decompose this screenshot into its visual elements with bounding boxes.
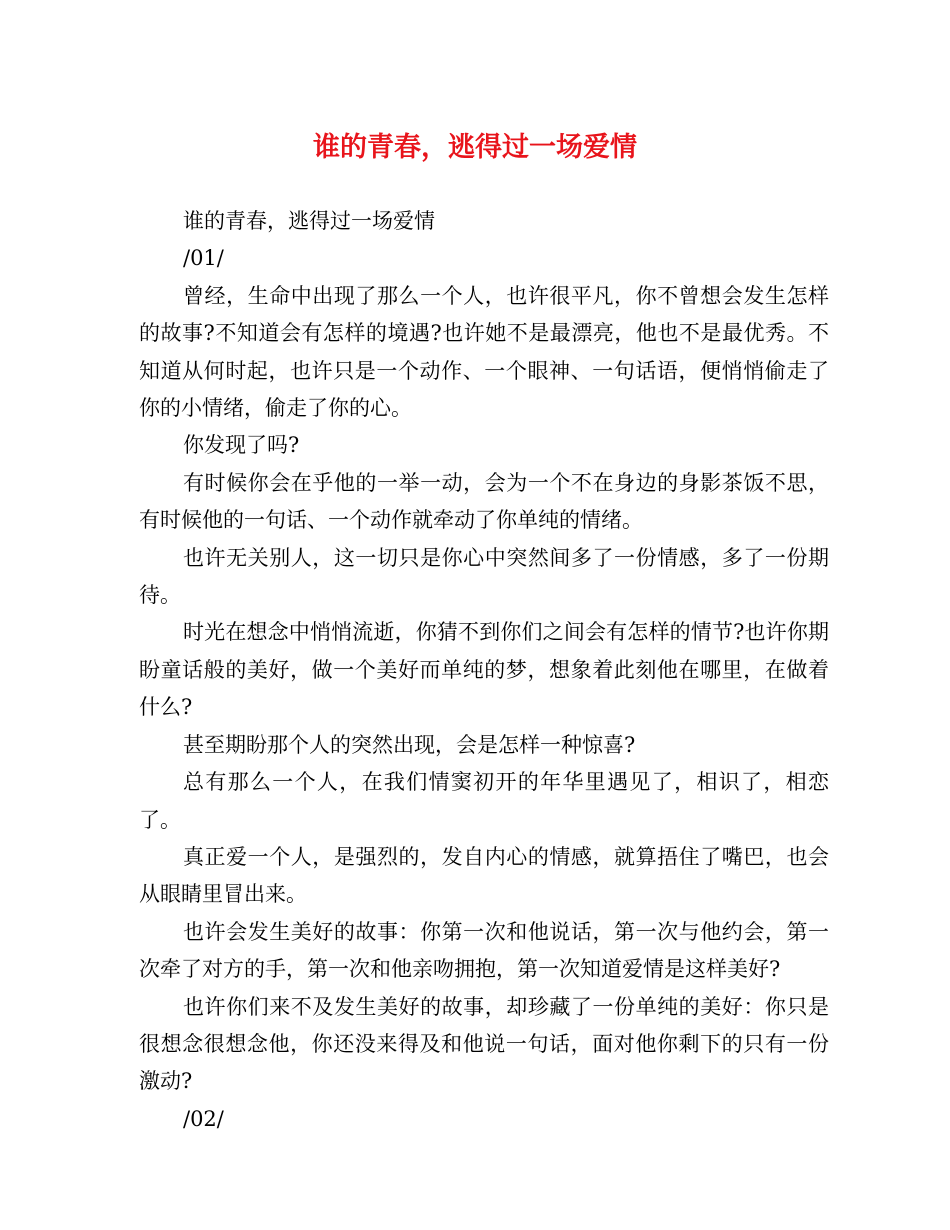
section-marker-02: /02/ xyxy=(183,1106,224,1131)
paragraph: 时光在想念中悄悄流逝，你猜不到你们之间会有怎样的情节?也许你期盼童话般的美好，做一个美好而单纯的梦，想象着此刻他在哪里，在做着什么? xyxy=(139,620,829,720)
paragraph-subtitle: 谁的青春，逃得过一场爱情 xyxy=(183,209,435,233)
paragraph: 也许会发生美好的故事：你第一次和他说话，第一次与他约会，第一次牵了对方的手，第一次和他亲吻拥抱，第一次知道爱情是这样美好? xyxy=(139,919,829,982)
paragraph: 总有那么一个人，在我们情窦初开的年华里遇见了，相识了，相恋了。 xyxy=(139,770,829,832)
paragraph: 也许你们来不及发生美好的故事，却珍藏了一份单纯的美好：你只是很想念很想念他，你还没来得及和他说一句话，面对他你剩下的只有一份激动? xyxy=(139,994,829,1094)
document-title: 谁的青春，逃得过一场爱情 xyxy=(313,132,637,163)
paragraph: 甚至期盼那个人的突然出现，会是怎样一种惊喜? xyxy=(183,732,636,757)
paragraph: 也许无关别人，这一切只是你心中突然间多了一份情感，多了一份期待。 xyxy=(139,545,829,608)
paragraph: 有时候你会在乎他的一举一动，会为一个不在身边的身影茶饭不思，有时候他的一句话、一个动作就牵动了你单纯的情绪。 xyxy=(139,470,829,533)
paragraph: 真正爱一个人，是强烈的，发自内心的情感，就算捂住了嘴巴，也会从眼睛里冒出来。 xyxy=(139,844,829,907)
paragraph: 你发现了吗? xyxy=(183,433,300,458)
section-marker-01: /01/ xyxy=(183,246,224,271)
paragraph: 曾经，生命中出现了那么一个人，也许很平凡，你不曾想会发生怎样的故事?不知道会有怎样的境遇?也许她不是最漂亮，他也不是最优秀。不知道从何时起，也许只是一个动作、一个眼神、一句话语，便悄悄偷走了你的小情绪，偷走了你的心。 xyxy=(139,283,829,421)
document-body xyxy=(139,203,829,1138)
